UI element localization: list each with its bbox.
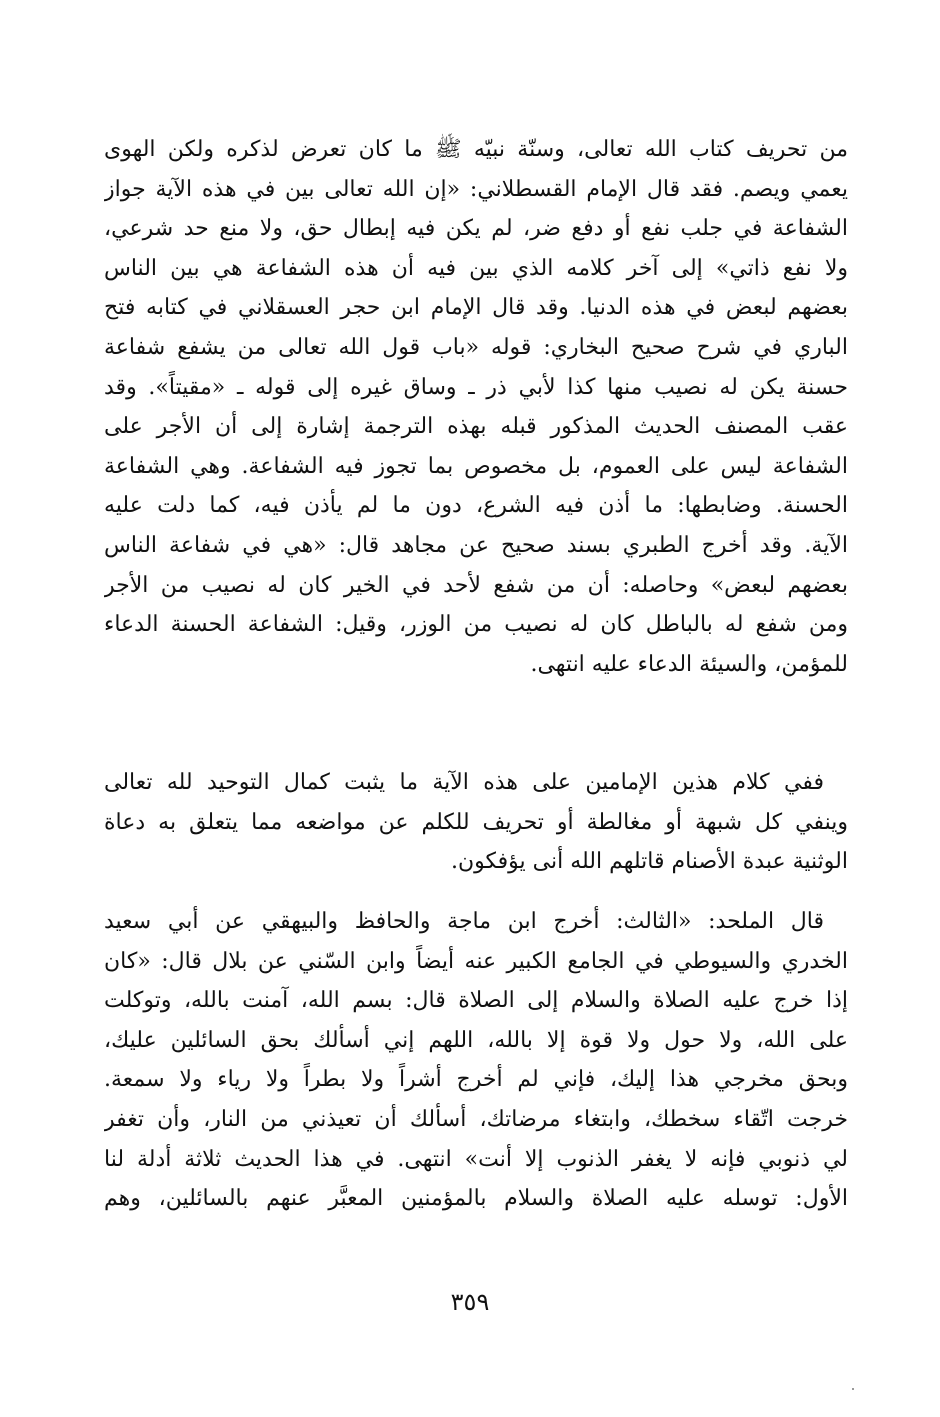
text-line: وبحق مخرجي هذا إليك، فإني لم أخرج أشراً ولا بطراً ولا رياء ولا سمعة.	[104, 1067, 848, 1093]
text-line: الوثنية عبدة الأصنام قاتلهم الله أنى يؤفكون.	[450, 849, 848, 875]
paragraph-1	[104, 130, 848, 684]
page-number: ٣٥٩	[450, 1288, 490, 1316]
text-line: الحسنة. وضابطها: ما أذن فيه الشرع، دون ما لم يأذن فيه، كما دلت عليه	[104, 493, 848, 519]
text-line: ولا نفع ذاتي» إلى آخر كلامه الذي بين فيه أن هذه الشفاعة هي بين الناس	[104, 255, 848, 281]
text-line: الشفاعة في جلب نفع أو دفع ضر، لم يكن فيه إبطال حق، ولا منع حد شرعي،	[104, 216, 848, 242]
text-line: عقب المصنف الحديث المذكور قبله بهذه الترجمة إشارة إلى أن الأجر على	[104, 414, 848, 440]
scan-speck	[852, 1388, 854, 1390]
paragraph-3	[104, 902, 848, 1219]
text-line: وينفي كل شبهة أو مغالطة أو تحريف للكلم عن مواضعه مما يتعلق به دعاة	[104, 809, 848, 835]
text-line: الأول: توسله عليه الصلاة والسلام بالمؤمنين المعبَّر عنهم بالسائلين، وهم	[104, 1186, 848, 1212]
text-line: بعضهم لبعض في هذه الدنيا. وقد قال الإمام ابن حجر العسقلاني في كتابه فتح	[104, 295, 848, 321]
text-line: الآية. وقد أخرج الطبري بسند صحيح عن مجاهد قال: «هي في شفاعة الناس	[104, 532, 848, 558]
text-line: خرجت اتّقاء سخطك، وابتغاء مرضاتك، أسألك أن تعيذني من النار، وأن تغفر	[104, 1106, 848, 1132]
text-line: ففي كلام هذين الإمامين على هذه الآية ما يثبت كمال التوحيد لله تعالى	[104, 770, 824, 795]
paragraph-2	[104, 763, 848, 882]
text-line: إذا خرج عليه الصلاة والسلام إلى الصلاة قال: بسم الله، آمنت بالله، وتوكلت	[104, 988, 848, 1014]
text-line: قال الملحد: «الثالث: أخرج ابن ماجة والحافظ والبيهقي عن أبي سعيد	[104, 909, 824, 934]
text-line: من تحريف كتاب الله تعالى، وسنّة نبيّه ﷺ ما كان تعرض لذكره ولكن الهوى	[104, 137, 848, 162]
text-line: بعضهم لبعض» وحاصله: أن من شفع لأحد في الخير كان له نصيب من الأجر	[104, 572, 848, 598]
text-line: على الله، ولا حول ولا قوة إلا بالله، اللهم إني أسألك بحق السائلين عليك،	[104, 1027, 848, 1053]
text-line: الباري في شرح صحيح البخاري: قوله «باب قول الله تعالى من يشفع شفاعة	[104, 334, 848, 360]
text-line: ومن شفع له بالباطل كان له نصيب من الوزر، وقيل: الشفاعة الحسنة الدعاء	[104, 612, 848, 638]
text-line: للمؤمن، والسيئة الدعاء عليه انتهى.	[530, 651, 848, 677]
text-line: لي ذنوبي فإنه لا يغفر الذنوب إلا أنت» انتهى. في هذا الحديث ثلاثة أدلة لنا	[104, 1146, 848, 1172]
text-line: الشفاعة ليس على العموم، بل مخصوص بما تجوز فيه الشفاعة. وهي الشفاعة	[104, 453, 848, 479]
text-line: حسنة يكن له نصيب منها كذا لأبي ذر ـ وساق غيره إلى قوله ـ «مقيتاً». وقد	[104, 374, 848, 400]
text-line: الخدري والسيوطي في الجامع الكبير عنه أيضاً وابن السّني عن بلال قال: «كان	[104, 948, 848, 974]
text-line: يعمي ويصم. فقد قال الإمام القسطلاني: «إن الله تعالى بين في هذه الآية جواز	[104, 176, 848, 202]
